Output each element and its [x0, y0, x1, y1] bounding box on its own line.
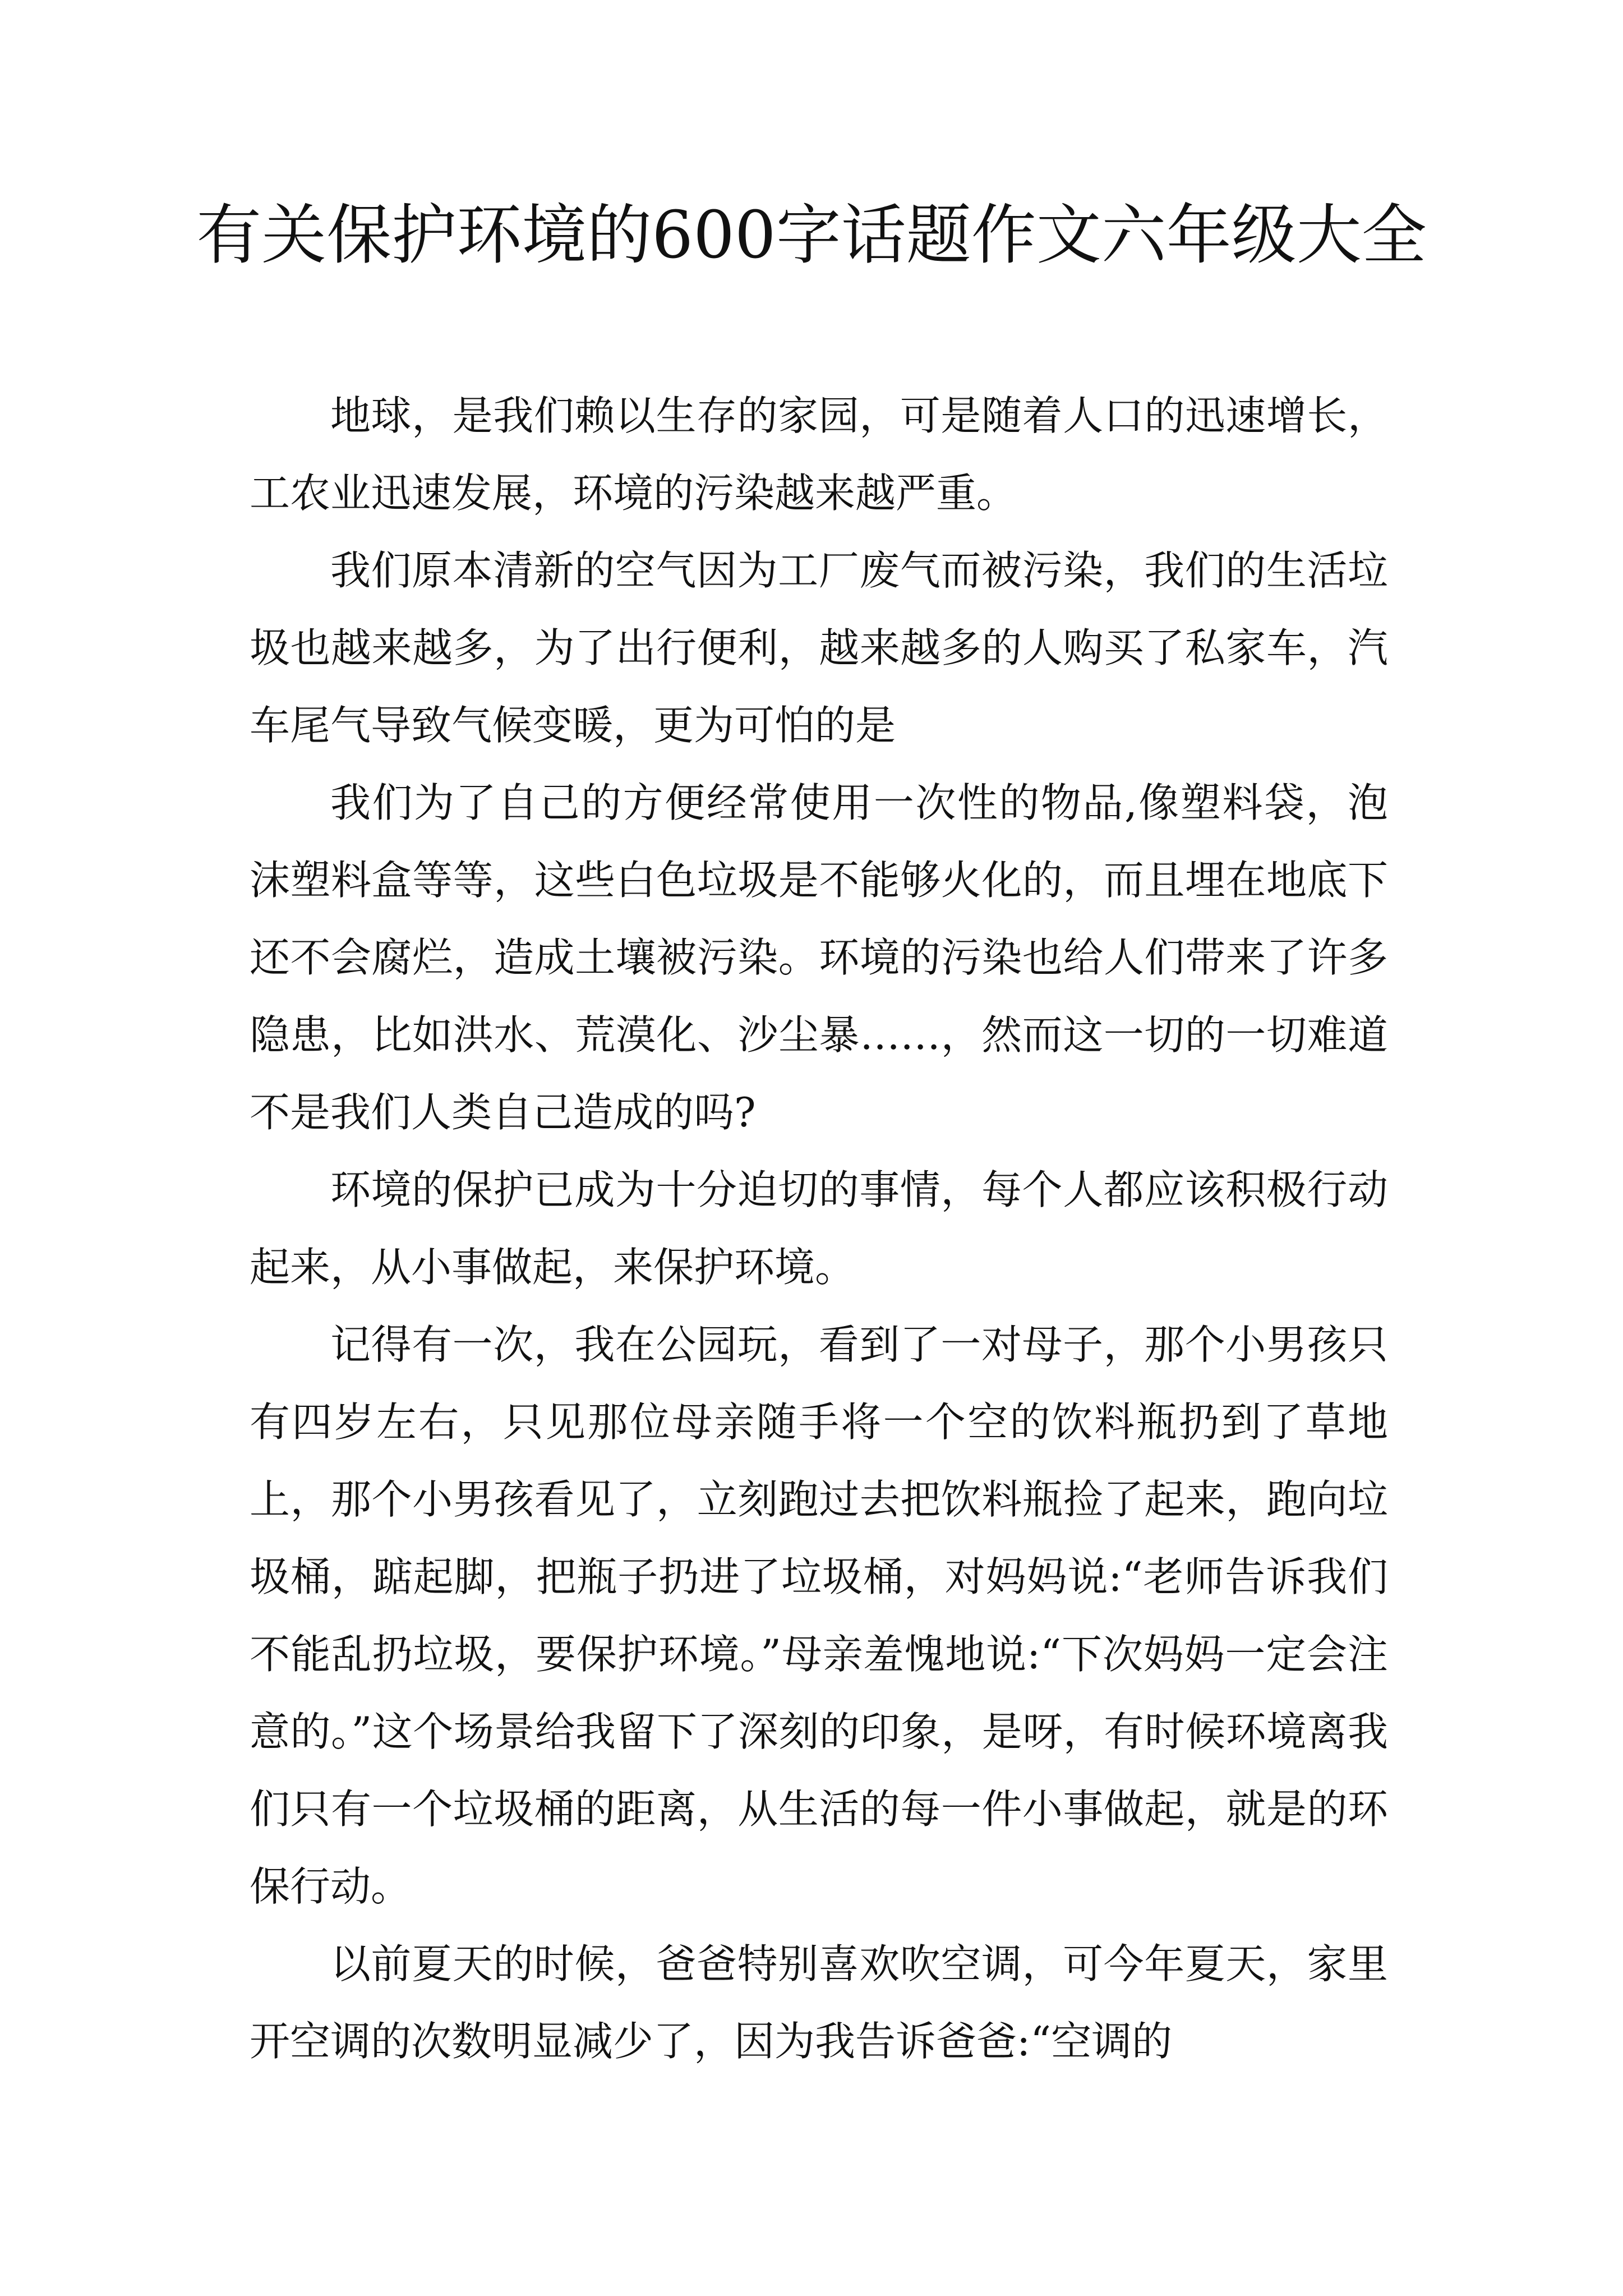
document-title: 有关保护环境的600字话题作文六年级大全	[196, 197, 1427, 273]
paragraph: 我们原本清新的空气因为工厂废气而被污染，我们的生活垃圾也越来越多，为了出行便利，越来越多的人购买了私家车，汽车尾气导致气候变暖，更为可怕的是	[250, 547, 1388, 749]
paragraph: 我们为了自己的方便经常使用一次性的物品,像塑料袋，泡沫塑料盒等等，这些白色垃圾是不能够火化的，而且埋在地底下还不会腐烂，造成土壤被污染。环境的污染也给人们带来了许多隐患，比如洪水、荒漠化、沙尘暴……，然而这一切的一切难道不是我们人类自己造成的吗?	[250, 779, 1388, 1136]
paragraph: 环境的保护已成为十分迫切的事情，每个人都应该积极行动起来，从小事做起，来保护环境。	[250, 1166, 1388, 1291]
document-body	[250, 377, 1388, 2080]
paragraph: 以前夏天的时候，爸爸特别喜欢吹空调，可今年夏天，家里开空调的次数明显减少了，因为我告诉爸爸:“空调的	[250, 1940, 1388, 2065]
paragraph: 地球，是我们赖以生存的家园，可是随着人口的迅速增长，工农业迅速发展，环境的污染越来越严重。	[250, 392, 1388, 517]
paragraph: 记得有一次，我在公园玩，看到了一对母子，那个小男孩只有四岁左右，只见那位母亲随手将一个空的饮料瓶扔到了草地上，那个小男孩看见了，立刻跑过去把饮料瓶捡了起来，跑向垃圾桶，踮起脚，把瓶子扔进了垃圾桶，对妈妈说:“老师告诉我们不能乱扔垃圾，要保护环境。”母亲羞愧地说:“下次妈妈一定会注意的。”这个场景给我留下了深刻的印象，是呀，有时候环境离我们只有一个垃圾桶的距离，从生活的每一件小事做起，就是的环保行动。	[250, 1321, 1388, 1910]
